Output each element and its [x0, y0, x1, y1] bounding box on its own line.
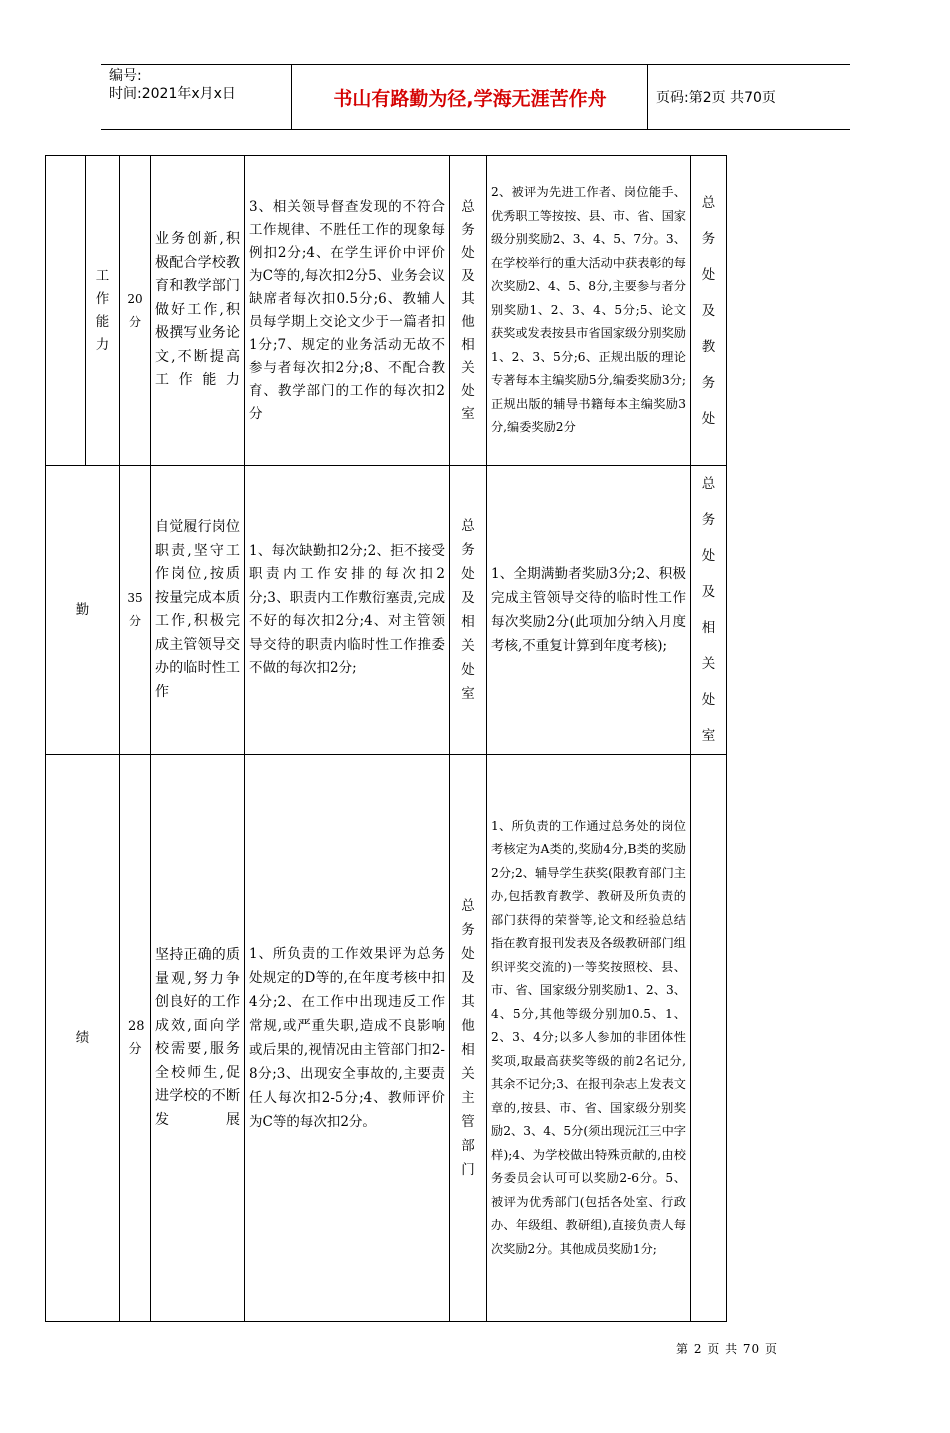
- deduction-cell: [245, 156, 450, 466]
- table-row: [46, 466, 727, 755]
- score-cell: [120, 156, 151, 466]
- category-label: 勤: [75, 601, 90, 618]
- bonus-cell: [487, 755, 691, 1322]
- deduction-text: 1、每次缺勤扣2分;2、拒不接受职责内工作安排的每次扣2分;3、职责内工作敷衍塞责,完成不好的每次扣2分;4、对主管领导交待的职责内临时性工作推委不做的每次扣2分;: [249, 542, 445, 676]
- deduction-cell: [245, 466, 450, 755]
- category-label: 绩: [75, 1029, 90, 1046]
- content-cell: [151, 755, 245, 1322]
- table-row: [46, 156, 727, 466]
- content-cell: [151, 466, 245, 755]
- score-cell: [120, 466, 151, 755]
- content-cell: [151, 156, 245, 466]
- page-header: [101, 64, 850, 130]
- deduction-text: 1、所负责的工作效果评为总务处规定的D等的,在年度考核中扣4分;2、在工作中出现违反工作常规,或严重失职,造成不良影响或后果的,视情况由主管部门扣2-8分;3、出现安全事故的,主要责任人每次扣2-5分;4、教师评价为C等的每次扣2分。: [249, 946, 445, 1130]
- dept-text: 总务处及其他相关主管部门: [461, 898, 475, 1178]
- page-footer: 第 2 页 共 70 页: [676, 1342, 778, 1356]
- dept-cell: [450, 156, 487, 466]
- bonus-text: 1、所负责的工作通过总务处的岗位考核定为A类的,奖励4分,B类的奖励2分;2、辅导学生获奖(限教育部门主办,包括教育教学、教研及所负责的部门获得的荣誉等,论文和经验总结指在教育报刊发表及各级教研部门组织评奖交流的)一等奖按照校、县、市、省、国家级分别奖励1、2、3、4、5分,其他等级分别加0.5、1、2、3、4分;以多人参加的非团体性奖项,取最高获奖等级的前2名记分,其余不记分;3、在报刊杂志上发表文章的,按县、市、省、国家级分别奖励2、3、4、5分(须出现沅江三中字样);4、为学校做出特殊贡献的,由校务委员会认可可以奖励2-6分。5、被评为优秀部门(包括各处室、行政办、年级组、教研组),直接负责人每次奖励2分。其他成员奖励1分;: [491, 818, 686, 1256]
- bonus-cell: [487, 466, 691, 755]
- table-row: [46, 755, 727, 1322]
- content-text: 自觉履行岗位职责,坚守工作岗位,按质按量完成本质工作,积极完成主管领导交办的临时性工作: [155, 519, 240, 700]
- score-cell: [120, 755, 151, 1322]
- category-cell: [86, 156, 120, 466]
- time-label: 时间:2021年x月x日: [109, 86, 236, 102]
- dept-text: 总务处及其他相关处室: [461, 198, 475, 422]
- assessor-cell: [691, 466, 727, 755]
- assessor-text: 总务处及教务处: [701, 194, 716, 427]
- assessor-cell: [691, 755, 727, 1322]
- bonus-text: 1、全期满勤者奖励3分;2、积极完成主管领导交待的临时性工作每次奖励2分(此项加分纳入月度考核,不重复计算到年度考核);: [491, 566, 686, 654]
- dept-text: 总务处及相关处室: [461, 518, 475, 702]
- assessment-table: [45, 155, 727, 1322]
- score-label: 20分: [127, 291, 143, 329]
- assessor-text: 总务处及相关处室: [701, 476, 716, 744]
- category-cell: [46, 755, 120, 1322]
- deduction-cell: [245, 755, 450, 1322]
- bonus-cell: [487, 156, 691, 466]
- score-label: 28分: [128, 1019, 145, 1057]
- content-text: 坚持正确的质量观,努力争创良好的工作成效,面向学校需要,服务全校师生,促进学校的不断发展: [155, 947, 240, 1128]
- bonus-text: 2、被评为先进工作者、岗位能手、优秀职工等按按、县、市、省、国家级分别奖励2、3、4、5、7分。3、在学校举行的重大活动中获表彰的每次奖励2、4、5、8分,主要参与者分别奖励1、2、3、4、5分;5、论文获奖或发表按县市省国家级分别奖励1、2、3、5分;6、正规出版的理论专著每本主编奖励5分,编委奖励3分;正规出版的辅导书籍每本主编奖励3分,编委奖励2分: [491, 185, 686, 435]
- assessor-cell: [691, 156, 727, 466]
- header-meta: [101, 65, 292, 129]
- row-blank-cell: [46, 156, 86, 466]
- category-cell: [46, 466, 120, 755]
- dept-cell: [450, 755, 487, 1322]
- score-label: 35分: [127, 591, 143, 628]
- deduction-text: 3、相关领导督查发现的不符合工作规律、不胜任工作的现象每例扣2分;4、在学生评价中评价为C等的,每次扣2分5、业务会议缺席者每次扣0.5分;6、教辅人员每学期上交论文少于一篇者扣1分;7、规定的业务活动无故不参与者每次扣2分;8、不配合教育、教学部门的工作的每次扣2分: [249, 198, 445, 422]
- content-text: 业务创新,积极配合学校教育和教学部门做好工作,积极撰写业务论文,不断提高工作能力: [155, 231, 240, 389]
- category-label: 工作能力: [95, 267, 110, 353]
- header-page-label: 页码:第2页 共70页: [656, 90, 776, 106]
- header-motto: 书山有路勤为径,学海无涯苦作舟: [293, 65, 648, 129]
- number-label: 编号:: [109, 68, 142, 84]
- dept-cell: [450, 466, 487, 755]
